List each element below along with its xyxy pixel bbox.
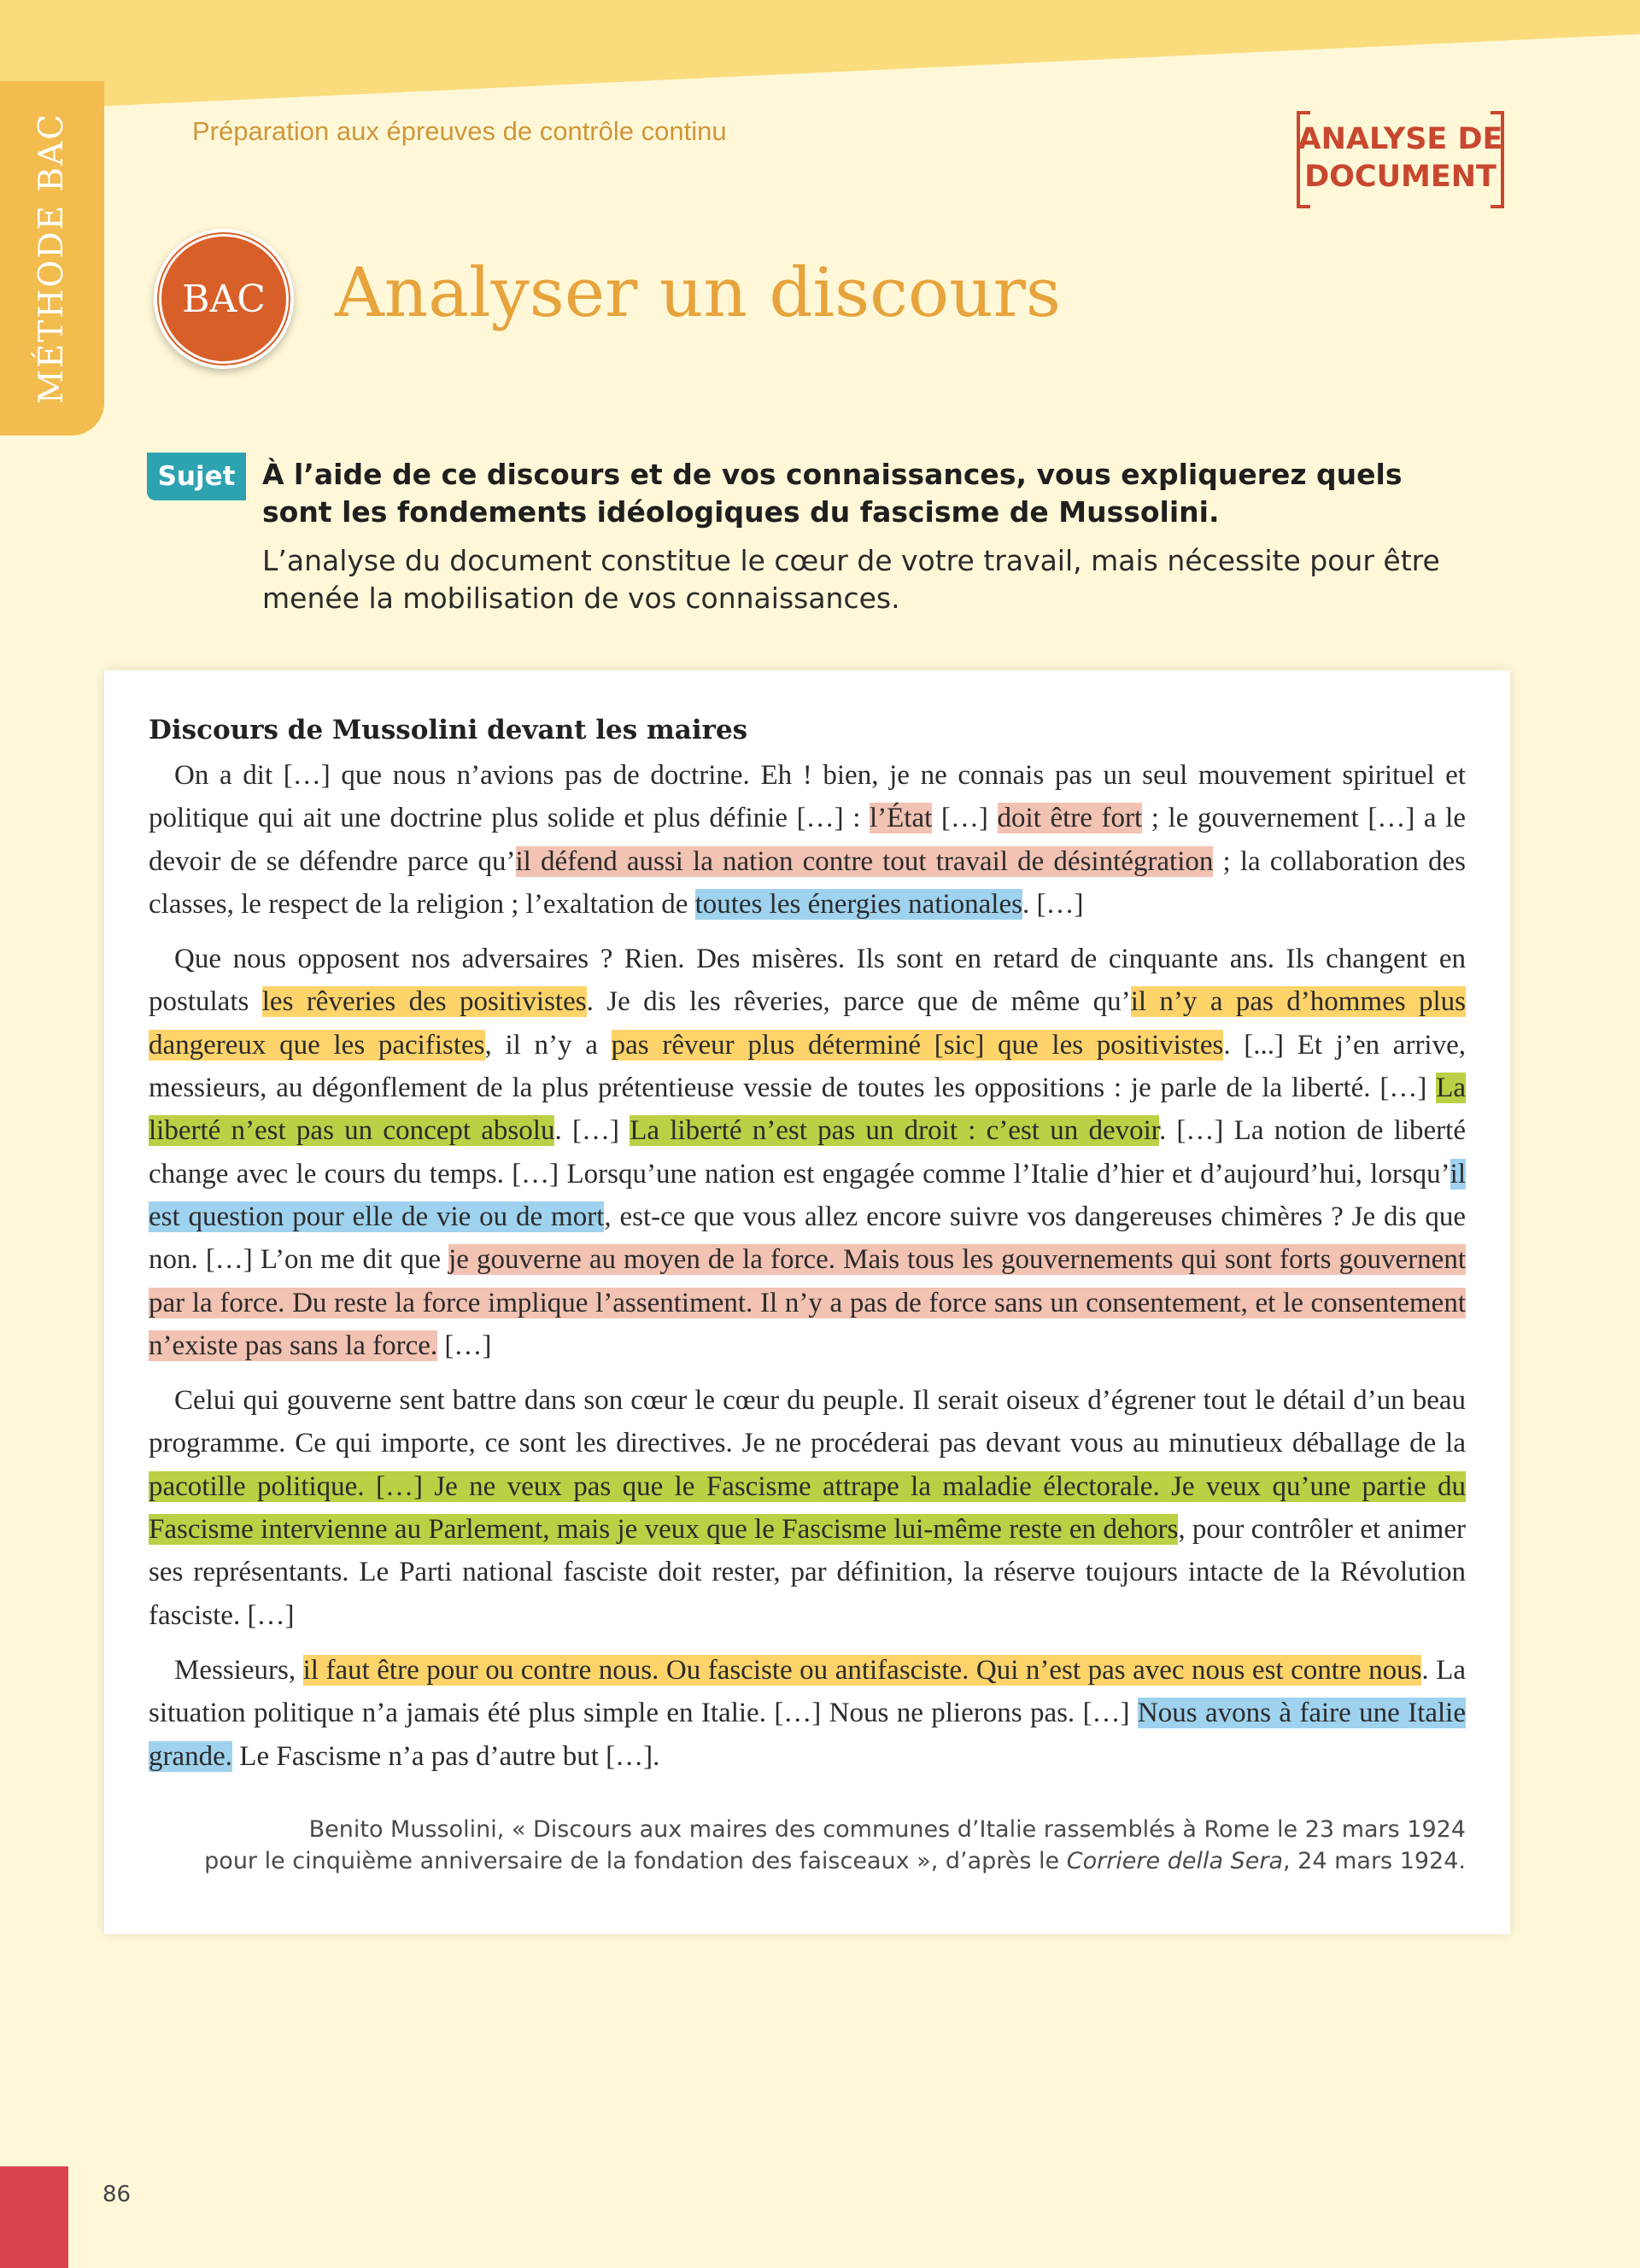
speech-text: , il n’y a [484,1029,612,1061]
source-line-2 [149,1845,1466,1877]
speech-paragraph [149,1379,1466,1637]
speech-paragraph [149,938,1466,1367]
highlight-blue: il est question pour elle de vie ou de mort [149,1158,1466,1232]
highlight-blue: toutes les énergies nationales [694,888,1022,920]
highlight-yellow: il n’y a pas d’hommes plus dangereux que les pacifistes [149,986,1467,1061]
sujet-description: L’analyse du document constitue le cœur de votre travail, mais nécessite pour être menée la mobilisation de vos connaissances. [262,544,1440,615]
document-source [149,1814,1466,1877]
highlight-red: il défend aussi la nation contre tout travail de désintégration [515,845,1214,877]
sujet-label: Sujet [147,453,246,500]
bac-badge-label: BAC [159,234,289,364]
speech-text: […] [437,1330,492,1361]
highlight-yellow: les rêveries des positivistes [261,986,587,1018]
highlight-yellow: pas rêveur plus déterminé [sic] que les positivistes [611,1029,1224,1061]
highlight-yellow: il faut être pour ou contre nous. Ou fasciste ou antifasciste. Qui n’est pas avec nous est contre nous [302,1654,1422,1686]
highlight-green: pacotille politique. […] Je ne veux pas que le Fascisme attrape la maladie électorale. Je veux qu’une partie du Fascisme intervienne au Parlement, mais je veux que le Fascisme lui-même reste en dehors [149,1470,1466,1546]
top-band [0,0,1640,111]
tag-line-1: ANALYSE DE [1297,122,1503,156]
highlight-blue: Nous avons à faire une Italie grande. [149,1698,1466,1772]
tag-bracket-left [1297,111,1310,208]
document-card [104,670,1510,1934]
tag-bracket-right [1491,111,1504,208]
speech-text: . […] La notion de liberté change avec le cours du temps. […] Lorsqu’une nation est engagée comme l’Italie d’hier et d’aujourd’hui, lorsqu’ [149,1115,1466,1190]
document-title: Discours de Mussolini devant les maires [149,715,748,745]
speech-text: . [...] Et j’en arrive, messieurs, au dégonflement de la plus prétentieuse vessie de toutes les oppositions : je parle de la liberté. […] [149,1029,1466,1104]
speech-text: Que nous opposent nos adversaires ? Rien. Des misères. Ils sont en retard de cinquante ans. Ils changent en postulats [149,944,1466,1018]
speech-text: . Je dis les rêveries, parce que de même qu’ [586,986,1131,1018]
page-title: Analyser un discours [335,253,1061,332]
footer-color-block [0,2166,68,2268]
speech-paragraph [149,754,1466,926]
source-line-2-b: , 24 mars 1924. [1283,1847,1466,1874]
speech-text: ; la collaboration des classes, le respect de la religion ; l’exaltation de [149,845,1467,920]
speech-text: Celui qui gouverne sent battre dans son cœur le cœur du peuple. Il serait oiseux d’égrener tout le détail d’un beau programme. Ce qui importe, ce sont les directives. Je ne procéderai pas devant vous au minutieux déballage de la [149,1385,1466,1459]
highlight-red: l’État [869,803,933,834]
speech-text: . […] [1022,888,1084,920]
highlight-green: La liberté n’est pas un concept absolu [149,1073,1466,1147]
highlight-red: je gouverne au moyen de la force. Mais tous les gouvernements qui sont forts gouvernent par la force. Du reste la force implique l’assentiment. Il n’y a pas de force sans un consentement, et le consentement n’existe pas sans la force. [149,1244,1466,1361]
speech-text: […] [932,803,998,834]
speech-paragraph [149,1649,1466,1778]
speech-text: , est-ce que vous allez encore suivre vos dangereuses chimères ? Je dis que non. […] L’on me dit que [149,1201,1467,1276]
speech-text: . […] [554,1115,630,1147]
speech-text: ; le gouvernement […] a le devoir de se défendre parce qu’ [149,803,1467,877]
prep-subtitle: Préparation aux épreuves de contrôle continu [192,116,727,146]
source-newspaper: Corriere della Sera [1066,1847,1283,1874]
source-line-1: Benito Mussolini, « Discours aux maires des communes d’Italie rassemblés à Rome le 23 mars 1924 [308,1815,1466,1843]
speech-text: Messieurs, [174,1654,303,1686]
side-tab-label: MÉTHODE BAC [32,112,72,405]
bac-badge [154,229,294,369]
speech-text: . La situation politique n’a jamais été plus simple en Italie. […] Nous ne plierons pas. […] [149,1654,1466,1729]
speech-text: On a dit […] que nous n’avions pas de doctrine. Eh ! bien, je ne connais pas un seul mouvement spirituel et politique qui ait une doctrine plus solide et plus définie […] : [149,760,1466,834]
tag-line-2: DOCUMENT [1304,160,1496,194]
source-line-2-a: pour le cinquième anniversaire de la fondation des faisceaux », d’après le [204,1847,1067,1874]
highlight-red: doit être fort [997,803,1143,834]
sujet-question: À l’aide de ce discours et de vos connaissances, vous expliquerez quels sont les fondements idéologiques du fascisme de Mussolini. [262,458,1403,529]
page-number: 86 [102,2182,132,2207]
side-tab [0,81,104,435]
speech-text: Le Fascisme n’a pas d’autre but […]. [232,1740,660,1772]
highlight-green: La liberté n’est pas un droit : c’est un devoir [630,1115,1159,1147]
document-body [149,754,1466,1778]
speech-text: , pour contrôler et animer ses représentants. Le Parti national fasciste doit rester, par définition, la réserve toujours intacte de la Révolution fasciste. […] [149,1514,1466,1631]
analyse-document-tag [1297,111,1504,205]
